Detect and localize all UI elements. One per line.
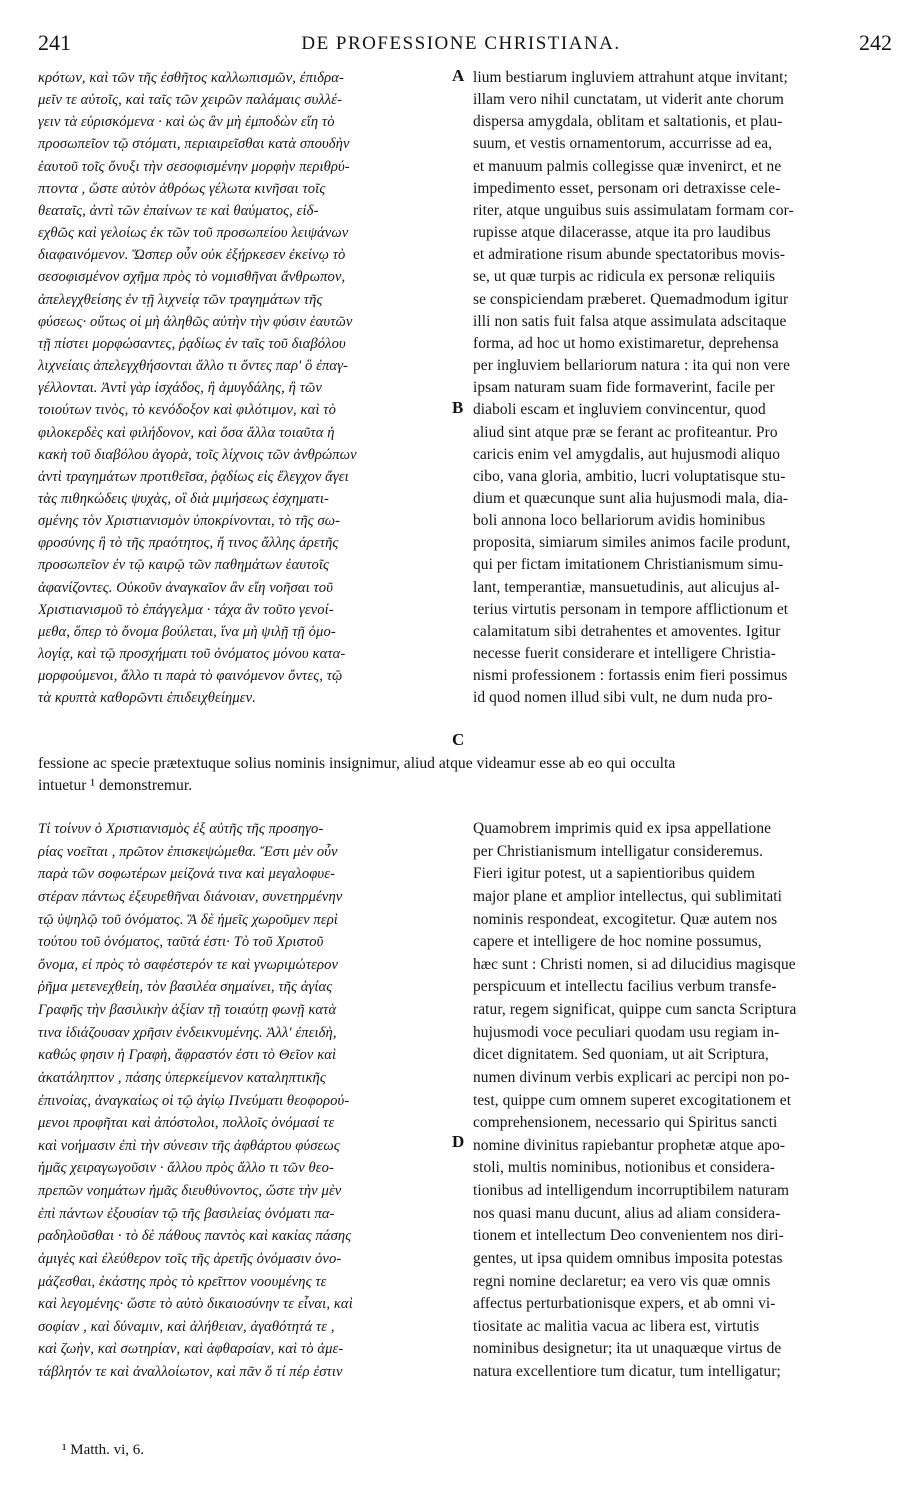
text-line: se conspiciendam præberet. Quemadmodum igitur	[473, 290, 789, 308]
text-line: προσωπεῖον ἐν τῷ καιρῷ τῶν παθημάτων ἑαυτοῖς	[38, 557, 330, 574]
text-line: τὰ κρυπτὰ καθορῶντι ἐπιδειχθείημεν.	[38, 690, 256, 707]
text-line: illam vero nihil cunctatam, ut viderit ante chorum	[473, 91, 785, 109]
text-line: Χριστιανισμοῦ τὸ ἐπάγγελμα · τάχα ἂν τοῦτο γενοί-	[38, 601, 334, 618]
text-line: nos quasi manu ducunt, alius ad aliam considera-	[473, 1204, 781, 1222]
text-line: γειν τὰ εὑρισκόμενα · καὶ ὡς ἂν μὴ ἐμποδὼν εἴη τὸ	[38, 114, 335, 131]
text-line: ὄνομα, εἰ πρὸς τὸ σαφέστερόν τε καὶ γνωριμώτερον	[38, 956, 339, 973]
page-number-left: 241	[38, 30, 71, 55]
text-line: πτοντα , ὥστε αὐτὸν ἀθρόως γέλωτα κινῆσαι τοῖς	[38, 180, 326, 197]
text-line: impedimento esset, personam ori detraxisse cele-	[473, 179, 781, 197]
text-line: gentes, ut ipsa quidem omnibus imposita potestas	[473, 1249, 783, 1267]
text-line: φιλοκερδὲς καὶ φιλήδονον, καὶ ὅσα ἄλλα τοιαῦτα ἡ	[38, 424, 335, 441]
text-line: diaboli escam et ingluviem convincentur, quod	[473, 401, 766, 419]
text-line: καὶ ζωὴν, καὶ σωτηρίαν, καὶ ἀφθαρσίαν, καὶ τὸ ἀμε-	[38, 1341, 344, 1358]
text-line: aliud sint atque præ se ferant ac profiteantur. Pro	[473, 423, 778, 441]
margin-marker-b: B	[452, 398, 464, 417]
text-line: affectus perturbationisque expers, et ab omni vi-	[473, 1295, 776, 1313]
text-line: καὶ νοήμασιν ἐπὶ τὴν σύνεσιν τῆς ἀφθάρτου φύσεως	[38, 1137, 340, 1154]
text-line: capere et intelligere de hoc nomine possumus,	[473, 933, 762, 951]
text-line: Fieri igitur potest, ut a sapientioribus quidem	[473, 865, 756, 883]
text-line: κακὴ τοῦ διαβόλου ἀγορὰ, τοῖς λίχνοις τῶν ἀνθρώπων	[38, 446, 357, 463]
text-line: nomine divinitus rapiebantur prophetæ atque apo-	[473, 1136, 786, 1154]
text-line: ἀντὶ τραγημάτων προτιθεῖσα, ῥᾳδίως εἰς ἔλεγχον ἄγει	[38, 468, 349, 485]
text-line: στέραν πάντως ἐξευρεθῆναι διάνοιαν, συνετηρμένην	[38, 888, 343, 905]
footnote: ¹ Matth. vi, 6.	[62, 1442, 144, 1458]
text-line: forma, ad hoc ut homo existimaretur, deprehensa	[473, 334, 779, 352]
text-line: cibo, vana gloria, ambitio, lucri voluptatisque stu-	[473, 467, 786, 485]
text-line: test, quippe cum omnem superet excogitationem et	[473, 1091, 792, 1109]
text-line: ἀπελεγχθείσης ἐν τῇ λιχνείᾳ τῶν τραγημάτων τῆς	[38, 291, 323, 308]
text-line: ἀμιγὲς καὶ ἐλεύθερον τοῖς τῆς ἀρετῆς ὀνόμασιν ὀνο-	[38, 1250, 342, 1267]
text-line: boli annona loco bellariorum avidis hominibus	[473, 512, 766, 530]
text-line: διαφαινόμενον. Ὥσπερ οὖν οὐκ ἐξήρκεσεν ἐκείνῳ τὸ	[38, 247, 346, 264]
text-line: nismi professionem : fortassis enim fieri possimus	[473, 667, 788, 685]
text-line: ἐπὶ πάντων ἐξουσίαν τῷ τῆς βασιλείας ὀνόματι πα-	[38, 1205, 335, 1222]
text-line: εχθῶς καὶ γελοίως ἐκ τῶν τοῦ προσωπείου λειψάνων	[38, 225, 349, 242]
text-line: λιχνείαις ἀπελεγχθήσονται ἄλλο τι ὄντες παρ' ὃ ἐπαγ-	[38, 358, 349, 375]
text-line: ipsam naturam suam fide formaverint, facile per	[473, 379, 775, 397]
text-line: καὶ λεγομένης· ὥστε τὸ αὐτὸ δικαιοσύνην τε εἶναι, καὶ	[38, 1296, 353, 1313]
text-line: terius virtutis personam in tempore afflictionum et	[473, 600, 789, 618]
text-line: ἐπινοίας, ἀναγκαίως οἱ τῷ ἁγίῳ Πνεύματι θεοφορού-	[38, 1092, 350, 1109]
running-title: DE PROFESSIONE CHRISTIANA.	[301, 33, 621, 54]
margin-marker-c: C	[452, 730, 465, 749]
text-line: Τί τοίνυν ὁ Χριστιανισμὸς ἐξ αὐτῆς τῆς προσηγο-	[38, 821, 324, 837]
text-line: ἡμᾶς χειραγωγοῦσιν · ἄλλου πρὸς ἄλλο τι τῶν θεο-	[38, 1160, 334, 1177]
text-line: ἀκατάληπτον , πάσης ὑπερκείμενον καταληπτικῆς	[38, 1069, 326, 1086]
text-line: per Christianismum intelligatur consideremus.	[473, 842, 764, 860]
text-line: regni nomine declaretur; ea vero vis quæ omnis	[473, 1272, 771, 1290]
text-line: numen divinum verbis explicari ac percipi non po-	[473, 1068, 790, 1086]
text-line: μορφούμενοι, ἄλλο τι παρὰ τὸ φαινόμενον ὄντες, τῷ	[38, 668, 343, 685]
text-line: τὰς πιθηκώδεις ψυχὰς, οἳ διὰ μιμήσεως ἐσχηματι-	[38, 490, 329, 507]
text-line: dispersa amygdala, oblitam et saltationis, et plau-	[473, 113, 783, 131]
text-line: ἀφανίζοντες. Οὐκοῦν ἀναγκαῖον ἂν εἴη νοῆσαι τοῦ	[38, 579, 333, 596]
text-line: lant, temperantiæ, mansuetudinis, aut alicujus al-	[473, 578, 780, 596]
text-line: et admiratione risum abunde spectatoribus movis-	[473, 246, 786, 264]
text-line: et manuum palmis collegisse quæ invenirct, et ne	[473, 157, 782, 175]
text-line: intuetur ¹ demonstremur.	[38, 777, 193, 795]
text-line: μεῖν τε αὐτοῖς, καὶ ταῖς τῶν χειρῶν παλάμαις συλλέ-	[38, 92, 343, 109]
text-line: τῇ πίστει μορφώσαντες, ῥᾳδίως ἐν ταῖς τοῦ διαβόλου	[38, 335, 346, 352]
text-line: calamitatum sibi detrahentes et amoventes. Igitur	[473, 622, 781, 640]
text-line: stoli, multis nominibus, notionibus et considera-	[473, 1159, 776, 1177]
text-line: qui per fictam imitationem Christianismum simu-	[473, 556, 784, 574]
text-line: suum, et vestis ornamentorum, accurrisse ad ea,	[473, 135, 773, 153]
text-line: nominibus designetur; ita ut unaquæque virtus de	[473, 1340, 782, 1358]
text-line: μάζεσθαι, ἑκάστης πρὸς τὸ κρεῖττον νοουμένης τε	[38, 1273, 327, 1290]
text-line: perspicuum et intellectu facilius verbum transfe-	[473, 978, 777, 996]
latin-column-2	[473, 818, 891, 1384]
text-line: φροσύνης ἢ τὸ τῆς πραότητος, ἤ τινος ἄλλης ἀρετῆς	[38, 535, 339, 552]
text-line: ρίας νοεῖται , πρῶτον ἐπισκεψώμεθα. Ἔστι μὲν οὖν	[38, 843, 338, 860]
text-line: id quod nomen illud sibi vult, ne dum nuda pro-	[473, 689, 773, 707]
text-line: per ingluviem bellariorum natura : ita qui non vere	[473, 357, 791, 375]
text-line: caricis enim vel amygdalis, aut hujusmodi aliquo	[473, 445, 780, 463]
text-line: μενοι προφῆται καὶ ἀπόστολοι, πολλοῖς ὀνόμασί τε	[38, 1115, 335, 1132]
text-line: τινα ἰδιάζουσαν χρῆσιν ἐνδεικνυμένης. Ἀλλ' ἐπειδὴ,	[38, 1024, 337, 1041]
text-line: tionibus ad intelligendum incorruptibilem naturam	[473, 1182, 790, 1199]
text-line: τάβλητόν τε καὶ ἀναλλοίωτον, καὶ πᾶν ὅ τί πέρ ἐστιν	[38, 1364, 343, 1380]
text-line: ῥῆμα μετενεχθείη, τὸν βασιλέα σημαίνει, τῆς ἁγίας	[38, 979, 333, 996]
latin-full-width-continuation	[38, 753, 898, 798]
text-line: τῷ ὑψηλῷ τοῦ ὀνόματος. Ἃ δὲ ἡμεῖς χωροῦμεν περὶ	[38, 911, 338, 928]
text-line: λογίᾳ, καὶ τῷ προσχήματι τοῦ ὀνόματος μόνου κατα-	[38, 646, 346, 663]
text-line: comprehensionem, necessario qui Spiritus sancti	[473, 1114, 778, 1132]
text-line: riter, atque unguibus suis assimulatam formam cor-	[473, 201, 794, 219]
text-line: dicet dignitatem. Sed quoniam, ut ait Scriptura,	[473, 1046, 769, 1064]
text-line: τούτου τοῦ ὀνόματος, ταῦτά ἐστι· Τὸ τοῦ Χριστοῦ	[38, 934, 324, 951]
text-line: tiositate ac malitia vacua ac libera est, virtutis	[473, 1317, 760, 1335]
text-line: hujusmodi voce peculiari quodam usu regiam in-	[473, 1023, 780, 1041]
text-line: major plane et amplior intellectus, qui sublimitati	[473, 887, 782, 905]
text-line: σοφίαν , καὶ δύναμιν, καὶ ἀλήθειαν, ἀγαθότητά τε ,	[38, 1318, 335, 1335]
text-line: proposita, simiarum similes animos facile produnt,	[473, 534, 791, 552]
text-line: illi non satis fuit falsa atque assimulata adscitaque	[473, 312, 787, 330]
text-line: rupisse atque dilacerasse, atque ita pro laudibus	[473, 224, 771, 242]
text-line: hæc sunt : Christi nomen, si ad dilucidius magisque	[473, 955, 796, 973]
text-line: ραδηλοῦσθαι · τὸ δὲ πάθους παντὸς καὶ κακίας πάσης	[38, 1228, 352, 1245]
text-line: necesse fuerit considerare et intelligere Christia-	[473, 645, 776, 663]
text-line: παρὰ τῶν σοφωτέρων μείζονά τινα καὶ μεγαλοφυε-	[38, 866, 336, 883]
text-line: γέλλονται. Ἀντὶ γὰρ ἰσχάδος, ἢ ἀμυγδάλης, ἢ τῶν	[38, 380, 322, 397]
text-line: κρότων, καὶ τῶν τῆς ἐσθῆτος καλλωπισμῶν, ἐπιδρα-	[38, 70, 344, 86]
text-line: φύσεως· οὕτως οἱ μὴ ἀληθῶς αὐτὴν τὴν φύσιν ἑαυτῶν	[38, 313, 353, 330]
page-number-right: 242	[859, 30, 892, 55]
text-line: σεσοφισμένον σχῆμα πρὸς τὸ νομισθῆναι ἄνθρωπον,	[38, 269, 346, 286]
text-line: τοιούτων τινὸς, τὸ κενόδοξον καὶ φιλότιμον, καὶ τὸ	[38, 402, 337, 419]
latin-column-1	[473, 67, 891, 710]
greek-column-1	[38, 67, 448, 710]
text-line: se, ut quæ turpis ac ridicula ex personæ reliquiis	[473, 268, 776, 286]
margin-marker-d: D	[452, 1132, 465, 1151]
text-line: σμένης τὸν Χριστιανισμὸν ὑποκρίνονται, τὸ τῆς σω-	[38, 513, 341, 530]
text-line: Γραφῆς τὴν βασιλικὴν ἀξίαν τῇ τοιαύτῃ φωνῇ κατὰ	[38, 1002, 337, 1018]
text-line: Quamobrem imprimis quid ex ipsa appellatione	[473, 820, 772, 837]
text-line: natura excellentiore tum dicatur, tum intelligatur;	[473, 1363, 781, 1380]
text-line: καθώς φησιν ἡ Γραφὴ, ἄφραστόν ἐστι τὸ Θεῖον καὶ	[38, 1047, 337, 1064]
text-line: θεαταῖς, ἀντὶ τῶν ἐπαίνων τε καὶ θαύματος, εἰδ-	[38, 202, 319, 219]
text-line: πρεπῶν νοημάτων ἡμᾶς διευθύνοντος, ὥστε τὴν μὲν	[38, 1183, 342, 1199]
text-line: lium bestiarum ingluviem attrahunt atque invitant;	[473, 69, 788, 86]
text-line: nominis respondeat, excogitetur. Quæ autem nos	[473, 910, 778, 928]
text-line: tionem et intellectum Deo convenientem nos diri-	[473, 1227, 784, 1245]
text-line: fessione ac specie prætextuque solius nominis insignimur, aliud atque videamur esse ab eo qui occulta	[38, 755, 676, 772]
text-line: dium et quæcunque sunt alia hujusmodi mala, dia-	[473, 489, 789, 507]
text-line: ratur, regem significat, quippe cum sancta Scriptura	[473, 1001, 797, 1018]
text-line: προσωπεῖον τῷ στόματι, περιαιρεῖσθαι κατὰ σπουδὴν	[38, 136, 350, 153]
margin-marker-a: A	[452, 66, 465, 85]
text-line: ἑαυτοῦ τοῖς ὄνυξι τὴν σεσοφισμένην μορφὴν περιθρύ-	[38, 158, 350, 175]
text-line: μεθα, ὅπερ τὸ ὄνομα βούλεται, ἵνα μὴ ψιλῇ τῇ ὁμο-	[38, 623, 336, 640]
greek-column-2	[38, 818, 448, 1384]
